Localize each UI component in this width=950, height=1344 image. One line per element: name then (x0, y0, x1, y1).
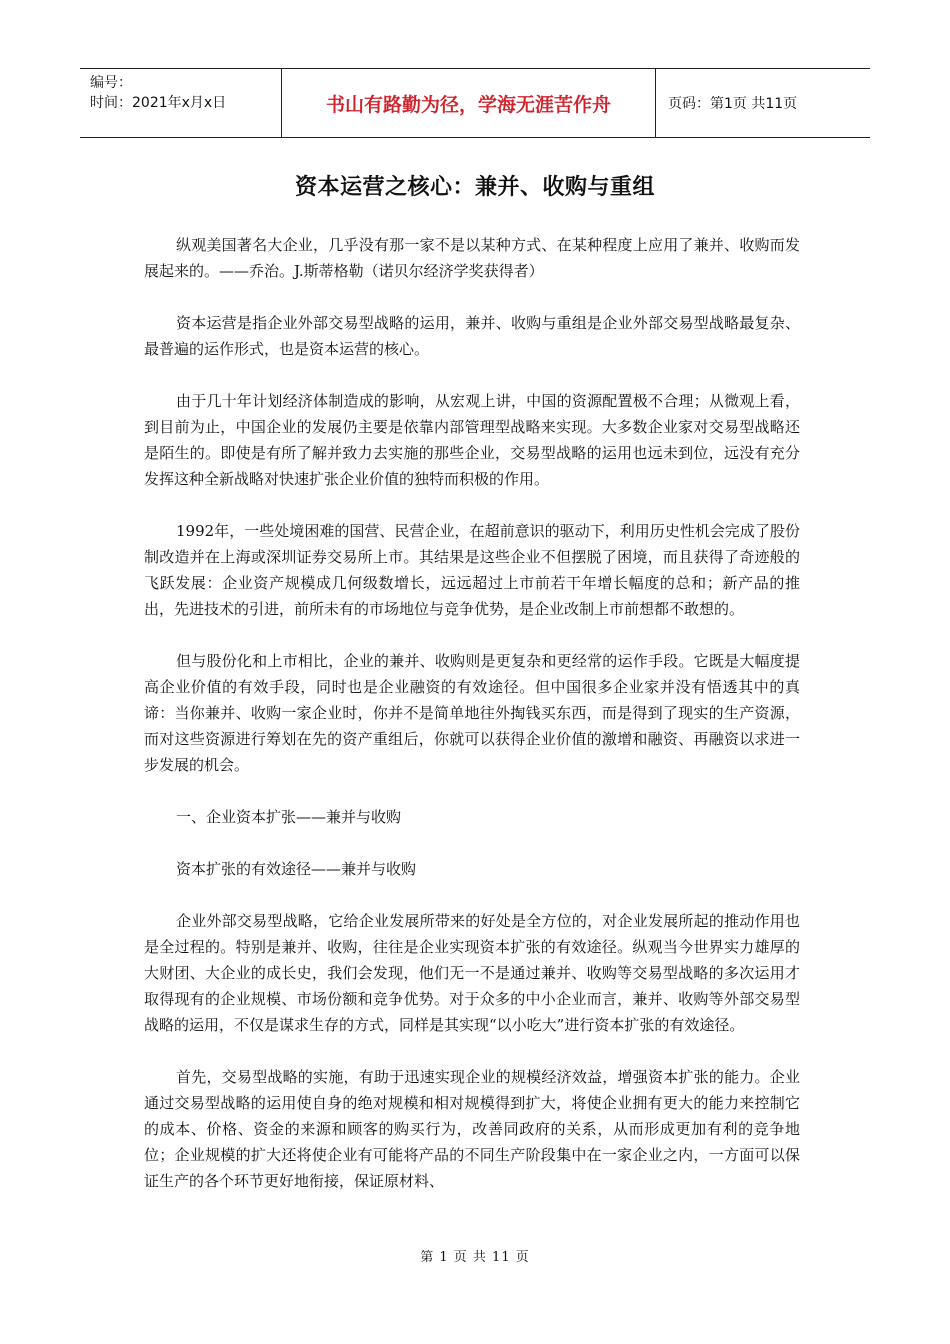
paragraph: 1992年，一些处境困难的国营、民营企业，在超前意识的驱动下，利用历史性机会完成了股份制改造并在上海或深圳证券交易所上市。其结果是这些企业不但摆脱了困境，而且获得了奇迹般的飞跃发展：企业资产规模成几何级数增长，远远超过上市前若干年增长幅度的总和；新产品的推出，先进技术的引进，前所未有的市场地位与竞争优势，是企业改制上市前想都不敢想的。 (144, 522, 800, 618)
subsection-heading: 资本扩张的有效途径——兼并与收购 (176, 860, 417, 878)
document-title: 资本运营之核心：兼并、收购与重组 (294, 175, 655, 200)
paragraph: 企业外部交易型战略，它给企业发展所带来的好处是全方位的，对企业发展所起的推动作用也是全过程的。特别是兼并、收购，往往是企业实现资本扩张的有效途径。纵观当今世界实力雄厚的大财团、大企业的成长史，我们会发现，他们无一不是通过兼并、收购等交易型战略的多次运用才取得现有的企业规模、市场份额和竞争优势。对于众多的中小企业而言，兼并、收购等外部交易型战略的运用，不仅是谋求生存的方式，同样是其实现“以小吃大”进行资本扩张的有效途径。 (144, 912, 800, 1034)
paragraph: 资本运营是指企业外部交易型战略的运用，兼并、收购与重组是企业外部交易型战略最复杂、最普遍的运作形式，也是资本运营的核心。 (144, 314, 800, 358)
header-page-info: 页码：第1页 共11页 (668, 96, 798, 112)
document-header (80, 68, 870, 138)
paragraph: 由于几十年计划经济体制造成的影响，从宏观上讲，中国的资源配置极不合理；从微观上看，到目前为止，中国企业的发展仍主要是依靠内部管理型战略来实现。大多数企业家对交易型战略还是陌生的。即使是有所了解并致力去实施的那些企业，交易型战略的运用也远未到位，远没有充分发挥这种全新战略对快速扩张企业价值的独特而积极的作用。 (144, 392, 800, 488)
paragraph: 但与股份化和上市相比，企业的兼并、收购则是更复杂和更经常的运作手段。它既是大幅度提高企业价值的有效手段，同时也是企业融资的有效途径。但中国很多企业家并没有悟透其中的真谛：当你兼并、收购一家企业时，你并不是简单地往外掏钱买东西，而是得到了现实的生产资源，而对这些资源进行筹划在先的资产重组后，你就可以获得企业价值的激增和融资、再融资以求进一步发展的机会。 (144, 652, 800, 774)
document-date-label: 时间：2021年x月x日 (90, 95, 227, 111)
document-number-label: 编号： (90, 75, 132, 91)
paragraph: 首先，交易型战略的实施，有助于迅速实现企业的规模经济效益，增强资本扩张的能力。企业通过交易型战略的运用使自身的绝对规模和相对规模得到扩大，将使企业拥有更大的能力来控制它的成本、价格、资金的来源和顾客的购买行为，改善同政府的关系，从而形成更加有利的竞争地位；企业规模的扩大还将使企业有可能将产品的不同生产阶段集中在一家企业之内，一方面可以保证生产的各个环节更好地衔接，保证原材料、 (144, 1068, 800, 1190)
section-heading: 一、企业资本扩张——兼并与收购 (176, 808, 402, 826)
header-meta (80, 69, 282, 137)
paragraph-quote: 纵观美国著名大企业，几乎没有那一家不是以某种方式、在某种程度上应用了兼并、收购而发展起来的。——乔治。J.斯蒂格勒（诺贝尔经济学奖获得者） (144, 236, 800, 280)
header-motto: 书山有路勤为径，学海无涯苦作舟 (282, 69, 656, 137)
document-body (144, 232, 800, 1220)
page-footer: 第 1 页 共 11 页 (420, 1250, 530, 1265)
